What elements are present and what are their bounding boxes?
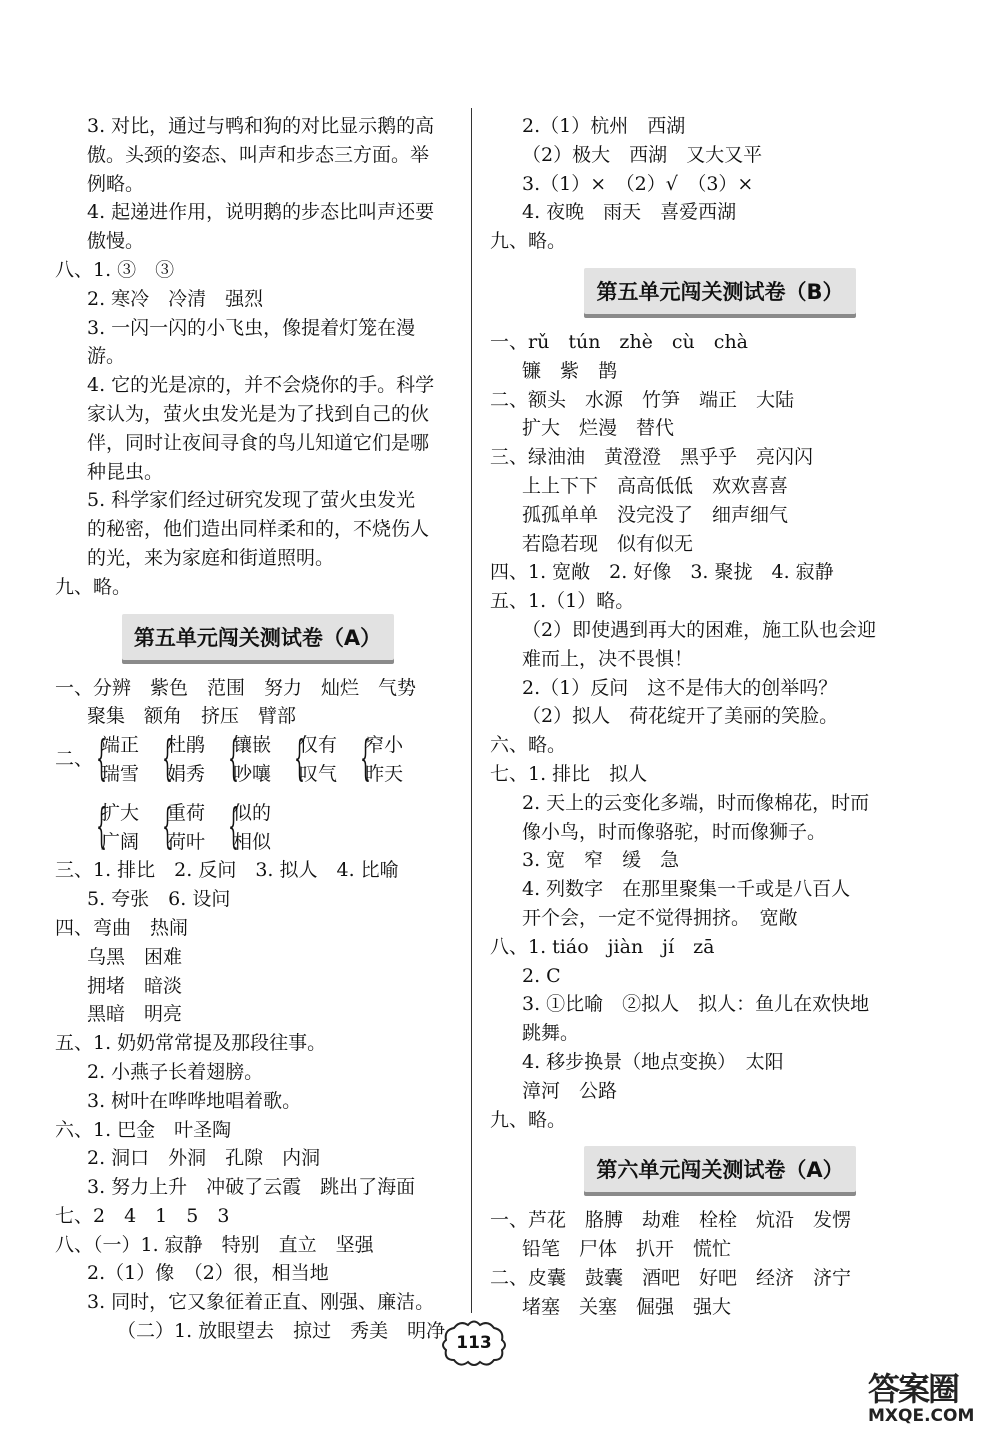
- brace-word: 镶嵌: [233, 734, 272, 757]
- answer-line: （二）1. 放眼望去 掠过 秀美 明净: [117, 1320, 446, 1343]
- answer-line: 拥堵 暗淡: [87, 974, 183, 997]
- answer-line: 2.（1）杭州 西湖: [522, 115, 686, 137]
- answer-line: 4. 起递进作用，说明鹅的步态比叫声还要: [87, 201, 435, 224]
- answer-line: 八、1. tiáo jiàn jí zā: [490, 935, 715, 958]
- brace-word: 瑞雪: [101, 762, 140, 785]
- brace-word: 广阔: [101, 830, 140, 853]
- right-answer-block-1: [490, 112, 950, 256]
- answer-line: （2）拟人 荷花绽开了美丽的笑脸。: [522, 705, 839, 728]
- answer-line: 难而上，决不畏惧！: [522, 647, 694, 670]
- brace-word: 似的: [233, 801, 272, 824]
- brace-group: [87, 799, 139, 857]
- unit5-b-answers: [490, 328, 950, 1134]
- answer-line: 4. 夜晚 雨天 喜爱西湖: [522, 201, 737, 224]
- answer-line: 八、（一）1. 寂静 特别 直立 坚强: [55, 1233, 374, 1256]
- page-number-badge: [440, 1318, 508, 1368]
- answer-line: 四、弯曲 热闹: [55, 916, 189, 939]
- answer-line: 漳河 公路: [522, 1079, 618, 1102]
- answer-line: 2. 小燕子长着翅膀。: [87, 1060, 264, 1083]
- curly-brace-icon: {: [162, 797, 173, 854]
- answer-line: 三、1. 排比 2. 反问 3. 拟人 4. 比喻: [55, 859, 399, 882]
- page-number: 113: [456, 1333, 492, 1353]
- watermark-logo: [868, 1372, 996, 1434]
- curly-brace-icon: {: [360, 730, 371, 787]
- answer-line: 2. 洞口 外洞 孔隙 内洞: [87, 1147, 321, 1170]
- answer-line: 3. 对比，通过与鸭和狗的对比显示鹅的高: [87, 115, 435, 137]
- curly-brace-icon: {: [162, 730, 173, 787]
- answer-line: 七、1. 排比 拟人: [490, 762, 648, 785]
- brace-answers-row-2: [55, 799, 460, 857]
- answer-line: 聚集 额角 挤压 臂部: [87, 705, 297, 728]
- answer-line: 3. 同时，它又象征着正直、刚强、廉洁。: [87, 1291, 435, 1314]
- answer-line: 六、略。: [490, 734, 567, 757]
- brace-group: [285, 731, 337, 789]
- answer-line: 扩大 烂漫 替代: [522, 417, 675, 440]
- brace-word: 叹气: [299, 762, 338, 785]
- curly-brace-icon: {: [228, 797, 239, 854]
- answer-line: 堵塞 关塞 倔强 强大: [522, 1295, 732, 1318]
- answer-line: 4. 移步换景（地点变换） 太阳: [522, 1050, 784, 1073]
- curly-brace-icon: {: [228, 730, 239, 787]
- answer-line: 3. 努力上升 冲破了云霞 跳出了海面: [87, 1176, 416, 1199]
- brace-word: 重荷: [167, 801, 206, 824]
- left-column: [55, 112, 460, 1346]
- brace-word: 吵嚷: [233, 762, 272, 785]
- answer-line: 2. 天上的云变化多端，时而像棉花，时而: [522, 791, 870, 814]
- answer-line: 游。: [87, 345, 126, 368]
- answer-line: 上上下下 高高低低 欢欢喜喜: [522, 474, 789, 497]
- section-title-unit5-b: 第五单元闯关测试卷（B）: [584, 268, 856, 314]
- watermark-url: MXQE.COM: [868, 1406, 975, 1426]
- answer-line: 镰 紫 鹊: [522, 359, 618, 382]
- brace-word: 窄小: [365, 734, 404, 757]
- curly-brace-icon: {: [96, 730, 107, 787]
- left-answer-block-1: [55, 112, 460, 256]
- answer-line: 八、1. ③ ③: [55, 258, 175, 281]
- right-column: [490, 112, 950, 1321]
- answer-line: 的秘密，他们造出同样柔和的，不烧伤人: [87, 518, 430, 541]
- answer-line: 黑暗 明亮: [87, 1003, 183, 1026]
- brace-word: 仅有: [299, 734, 338, 757]
- answer-line: 九、略。: [490, 1108, 567, 1131]
- answer-line: 乌黑 困难: [87, 945, 183, 968]
- brace-group: [87, 731, 139, 789]
- brace-word: 相似: [233, 830, 272, 853]
- answer-line: 跳舞。: [522, 1022, 580, 1045]
- answer-line: （2）极大 西湖 又大又平: [522, 143, 763, 166]
- answer-line: 六、1. 巴金 叶圣陶: [55, 1118, 232, 1141]
- brace-word: 娟秀: [167, 762, 206, 785]
- brace-group: [351, 731, 403, 789]
- answer-line: 4. 列数字 在那里聚集一千或是八百人: [522, 878, 851, 901]
- answer-line: 九、略。: [55, 575, 132, 598]
- answer-line: 4. 它的光是凉的，并不会烧你的手。科学: [87, 374, 435, 397]
- brace-group: [219, 799, 271, 857]
- answer-line: 种昆虫。: [87, 460, 164, 483]
- answer-line: 家认为，萤火虫发光是为了找到自己的伙: [87, 402, 430, 425]
- curly-brace-icon: {: [96, 797, 107, 854]
- answer-line: 3. 一闪一闪的小飞虫，像提着灯笼在漫: [87, 316, 416, 339]
- brace-label: 二、: [55, 748, 94, 771]
- brace-group: [219, 731, 271, 789]
- curly-brace-icon: {: [294, 730, 305, 787]
- answer-line: 九、略。: [490, 230, 567, 253]
- brace-word: 杜鹃: [167, 734, 206, 757]
- answer-line: 三、绿油油 黄澄澄 黑乎乎 亮闪闪: [490, 446, 814, 469]
- brace-answers-row-1: [55, 731, 460, 789]
- answer-line: 2. C: [522, 964, 561, 987]
- answer-line: 一、rǔ tún zhè cù chà: [490, 330, 749, 353]
- left-answer-block-2: [55, 256, 460, 602]
- brace-word: 扩大: [101, 801, 140, 824]
- section-title-unit6-a: 第六单元闯关测试卷（A）: [584, 1146, 856, 1192]
- column-divider: [471, 108, 472, 1313]
- answer-line: （2）即使遇到再大的困难，施工队也会迎: [522, 618, 877, 641]
- brace-group: [153, 731, 205, 789]
- answer-line: 例略。: [87, 172, 145, 195]
- brace-word: 荷叶: [167, 830, 206, 853]
- answer-line: 一、芦花 胳膊 劫难 栓栓 炕沿 发愣: [490, 1209, 852, 1232]
- brace-word: 昨天: [365, 762, 404, 785]
- answer-line: 2. 寒冷 冷清 强烈: [87, 287, 264, 310]
- answer-line: 的光，来为家庭和街道照明。: [87, 546, 335, 569]
- watermark-title: 答案圈: [868, 1370, 959, 1408]
- answer-line: 像小鸟，时而像骆驼，时而像狮子。: [522, 820, 827, 843]
- answer-line: 3. 宽 窄 缓 急: [522, 849, 680, 872]
- answer-line: 傲慢。: [87, 230, 145, 253]
- answer-line: 2.（1）像 （2）很，相当地: [87, 1262, 329, 1285]
- unit5-a-part2: [55, 856, 460, 1346]
- answer-line: 铅笔 尸体 扒开 慌忙: [522, 1238, 732, 1261]
- answer-line: 开个会，一定不觉得拥挤。 宽敞: [522, 906, 798, 929]
- answer-line: 若隐若现 似有似无: [522, 532, 694, 555]
- answer-line: 3. 树叶在哗哗地唱着歌。: [87, 1089, 302, 1112]
- answer-line: 伴，同时让夜间寻食的鸟儿知道它们是哪: [87, 431, 430, 454]
- answer-line: 二、额头 水源 竹笋 端正 大陆: [490, 388, 795, 411]
- answer-line: 七、2 4 1 5 3: [55, 1204, 230, 1227]
- brace-word: 端正: [101, 734, 140, 757]
- section-title-unit5-a: 第五单元闯关测试卷（A）: [122, 614, 394, 660]
- answer-line: 一、分辨 紫色 范围 努力 灿烂 气势: [55, 676, 417, 699]
- answer-line: 傲。头颈的姿态、叫声和步态三方面。举: [87, 143, 430, 166]
- answer-line: 3.（1）× （2）√ （3）×: [522, 172, 754, 195]
- answer-line: 5. 夸张 6. 设问: [87, 888, 231, 911]
- answer-line: 五、1.（1）略。: [490, 590, 635, 613]
- answer-line: 3. ①比喻 ②拟人 拟人：鱼儿在欢快地: [522, 993, 870, 1016]
- unit5-a-part1: [55, 674, 460, 732]
- answer-line: 5. 科学家们经过研究发现了萤火虫发光: [87, 489, 416, 512]
- answer-line: 五、1. 奶奶常常提及那段往事。: [55, 1032, 327, 1055]
- brace-group: [153, 799, 205, 857]
- unit6-a-answers: [490, 1206, 950, 1321]
- answer-line: 四、1. 宽敞 2. 好像 3. 聚拢 4. 寂静: [490, 561, 834, 584]
- answer-line: 2.（1）反问 这不是伟大的创举吗？: [522, 676, 838, 699]
- answer-line: 孤孤单单 没完没了 细声细气: [522, 503, 789, 526]
- answer-line: 二、皮囊 鼓囊 酒吧 好吧 经济 济宁: [490, 1266, 852, 1289]
